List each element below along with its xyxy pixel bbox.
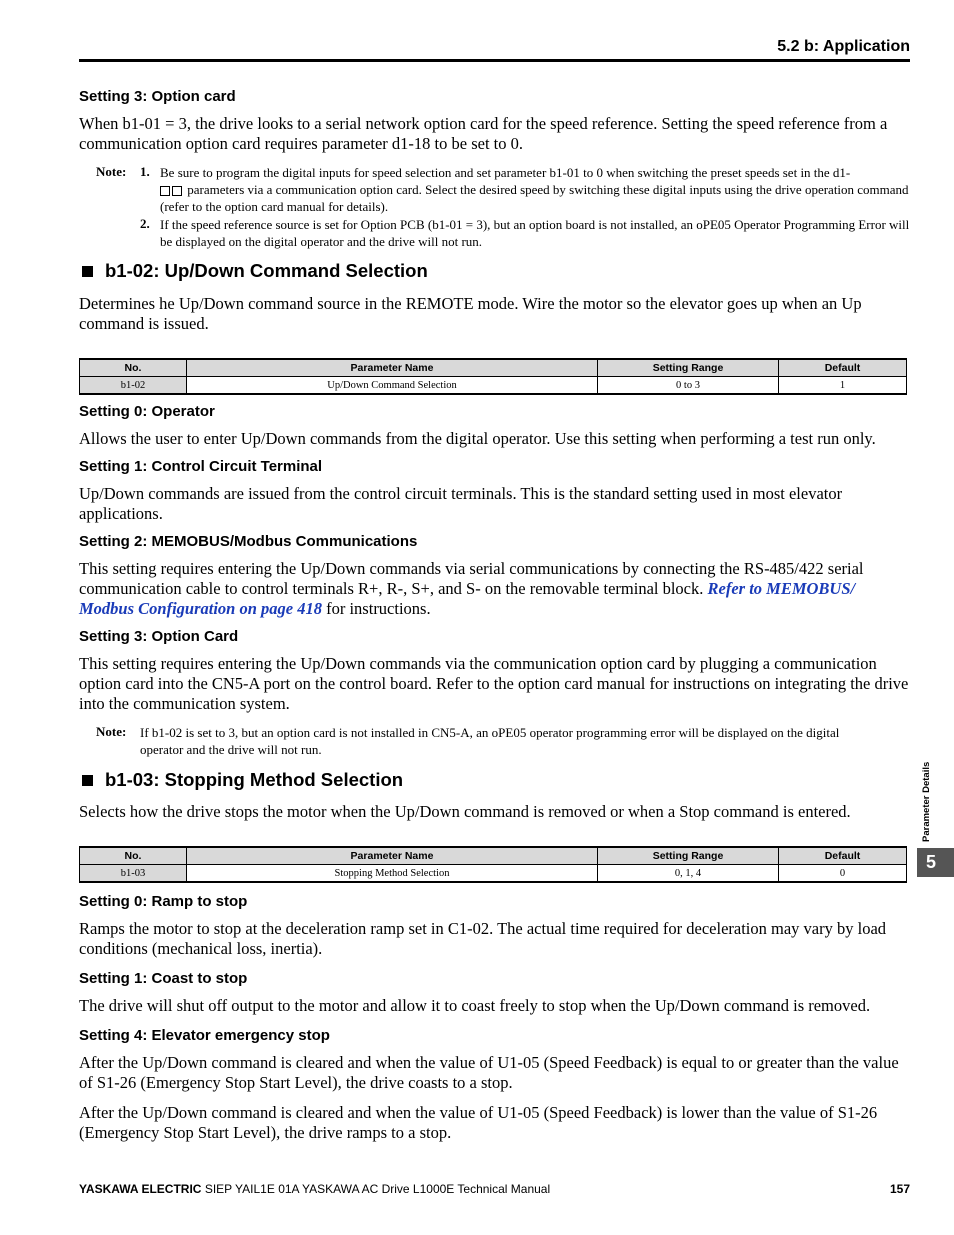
note-2: If the speed reference source is set for Option PCB (b1-01 = 3), but an option board is not installed, an oPE05 Operator Programming Error will be displayed on the digital operator and the drive will not run. xyxy=(160,217,910,249)
table-header-range: Setting Range xyxy=(598,847,779,865)
paragraph-b1-03-setting-4-a: After the Up/Down command is cleared and when the value of U1-05 (Speed Feedback) is equal to or greater than the value of S1-26 (Emergency Stop Start Level), the drive coasts to a stop. xyxy=(79,1053,899,1092)
side-tab-label: Parameter Details xyxy=(921,761,932,842)
paragraph-b1-02-setting-3: This setting requires entering the Up/Down commands via the communication option card by plugging a communication option card into the CN5-A port on the control board. Refer to the option card manual for instructions on integrating the drive into the communication system. xyxy=(79,654,909,713)
box-glyph xyxy=(172,186,182,196)
table-header-range: Setting Range xyxy=(598,359,779,377)
paragraph-b1-03-intro: Selects how the drive stops the motor when the Up/Down command is removed or when a Stop command is entered. xyxy=(79,802,851,821)
square-bullet-icon xyxy=(82,266,93,277)
cell-name: Up/Down Command Selection xyxy=(187,377,598,395)
cell-range: 0 to 3 xyxy=(598,377,779,395)
footer-brand: YASKAWA ELECTRIC xyxy=(79,1182,202,1196)
cell-range: 0, 1, 4 xyxy=(598,865,779,883)
section-header-title: 5.2 b: Application xyxy=(777,38,910,55)
parameter-table-b1-03 xyxy=(79,846,907,883)
section-heading-b1-03 xyxy=(82,769,403,791)
cell-no: b1-02 xyxy=(80,377,187,395)
subheading-b1-02-setting-0: Setting 0: Operator xyxy=(79,403,215,420)
note-number-1: 1. xyxy=(140,164,150,179)
subheading-setting-3-option-card: Setting 3: Option card xyxy=(79,88,236,105)
paragraph-b1-03-setting-0: Ramps the motor to stop at the deceleration ramp set in C1-02. The actual time required for deceleration may vary by load conditions (mechanical loss, inertia). xyxy=(79,919,887,958)
table-header-no: No. xyxy=(80,847,187,865)
box-glyph xyxy=(160,186,170,196)
paragraph-text-b: for instructions. xyxy=(326,599,431,618)
note-b1-02: If b1-02 is set to 3, but an option card is not installed in CN5-A, an oPE05 operator programming error will be displayed on the digital operator and the drive will not run. xyxy=(140,725,840,757)
paragraph-text-a: This setting requires entering the Up/Down commands via serial communications by connecting the RS-485/422 serial communication cable to control terminals R+, R-, S+, and S- on the removable terminal block. xyxy=(79,559,864,598)
memobus-reference-link[interactable]: Refer to MEMOBUS/ Modbus Configuration on page 418 xyxy=(79,579,856,618)
subheading-b1-02-setting-1: Setting 1: Control Circuit Terminal xyxy=(79,458,323,475)
section-heading-b1-02 xyxy=(82,260,428,282)
paragraph-b1-03-setting-1: The drive will shut off output to the motor and allow it to coast freely to stop when the Up/Down command is removed. xyxy=(79,996,871,1015)
table-row xyxy=(80,377,907,395)
note-1-text-b: parameters via a communication option card. Select the desired speed by switching these digital inputs using the drive operation command (refer to the option card manual for details). xyxy=(160,182,909,214)
page-number: 157 xyxy=(889,1182,910,1196)
cell-name: Stopping Method Selection xyxy=(187,865,598,883)
square-bullet-icon xyxy=(82,775,93,786)
note-1-text-a: Be sure to program the digital inputs for speed selection and set parameter b1-01 to 0 when switching the preset speeds set in the d1- xyxy=(160,165,851,180)
paragraph-b1-02-setting-2 xyxy=(79,559,911,619)
note-label: Note: xyxy=(96,724,127,739)
table-header-default: Default xyxy=(779,359,907,377)
table-header-no: No. xyxy=(80,359,187,377)
table-row xyxy=(80,865,907,883)
subheading-b1-03-setting-0: Setting 0: Ramp to stop xyxy=(79,893,248,910)
subheading-b1-02-setting-2: Setting 2: MEMOBUS/Modbus Communications xyxy=(79,533,418,550)
cell-default: 0 xyxy=(779,865,907,883)
table-header-default: Default xyxy=(779,847,907,865)
paragraph-b1-03-setting-4-b: After the Up/Down command is cleared and when the value of U1-05 (Speed Feedback) is lower than the value of S1-26 (Emergency Stop Start Level), the drive ramps to a stop. xyxy=(79,1103,878,1142)
subheading-b1-03-setting-4: Setting 4: Elevator emergency stop xyxy=(79,1027,330,1044)
note-label: Note: xyxy=(96,164,127,179)
table-header-name: Parameter Name xyxy=(187,847,598,865)
note-number-2: 2. xyxy=(140,216,150,231)
paragraph-b1-02-setting-0: Allows the user to enter Up/Down commands from the digital operator. Use this setting when performing a test run only. xyxy=(79,429,876,448)
chapter-tab: 5 xyxy=(917,848,954,877)
paragraph-option-card: When b1-01 = 3, the drive looks to a serial network option card for the speed reference. Setting the speed reference from a communication option card requires parameter d1-18 to be set to 0. xyxy=(79,114,888,153)
paragraph-b1-02-intro: Determines he Up/Down command source in the REMOTE mode. Wire the motor so the elevator goes up when an Up command is issued. xyxy=(79,294,862,333)
subheading-b1-02-setting-3: Setting 3: Option Card xyxy=(79,628,239,645)
cell-no: b1-03 xyxy=(80,865,187,883)
header-rule xyxy=(79,59,910,62)
note-1 xyxy=(160,164,910,215)
page-footer xyxy=(79,1182,910,1196)
parameter-table-b1-02 xyxy=(79,358,907,395)
paragraph-b1-02-setting-1: Up/Down commands are issued from the control circuit terminals. This is the standard setting used in most elevator applications. xyxy=(79,484,843,523)
subheading-b1-03-setting-1: Setting 1: Coast to stop xyxy=(79,970,248,987)
section-heading-text: b1-03: Stopping Method Selection xyxy=(105,769,404,790)
footer-doc-title: SIEP YAIL1E 01A YASKAWA AC Drive L1000E Technical Manual xyxy=(204,1182,551,1196)
cell-default: 1 xyxy=(779,377,907,395)
section-heading-text: b1-02: Up/Down Command Selection xyxy=(105,260,428,281)
table-header-name: Parameter Name xyxy=(187,359,598,377)
